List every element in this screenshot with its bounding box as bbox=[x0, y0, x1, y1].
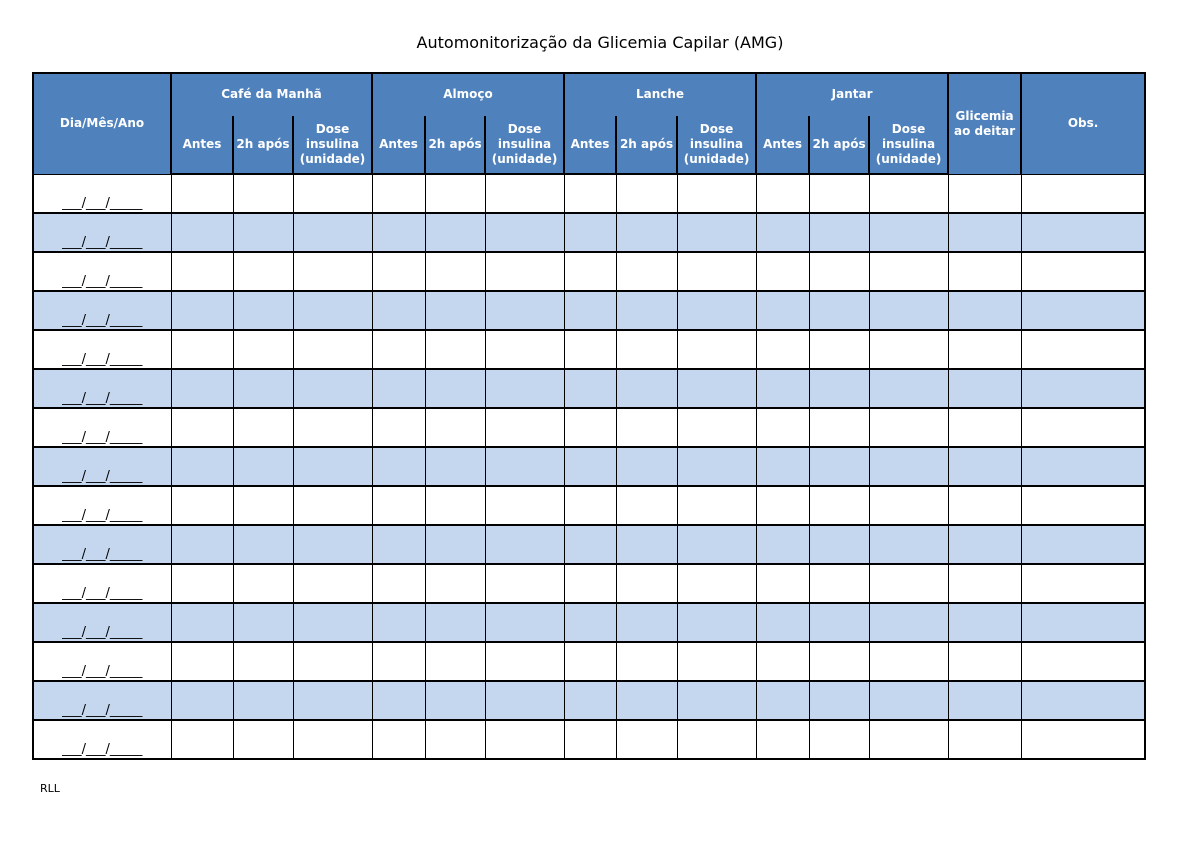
reading-cell[interactable] bbox=[809, 447, 869, 486]
bedtime-glucose-cell[interactable] bbox=[948, 564, 1021, 603]
reading-cell[interactable] bbox=[809, 291, 869, 330]
reading-cell[interactable] bbox=[564, 486, 616, 525]
reading-cell[interactable] bbox=[372, 369, 425, 408]
reading-cell[interactable] bbox=[372, 330, 425, 369]
date-cell[interactable]: ___/___/_____ bbox=[33, 681, 171, 720]
lunch-dose-insulina-header: Dose insulina (unidade) bbox=[485, 116, 564, 174]
lunch-2h-apos-header: 2h após bbox=[425, 116, 485, 174]
reading-cell[interactable] bbox=[425, 330, 485, 369]
obs-cell[interactable] bbox=[1021, 174, 1145, 213]
reading-cell[interactable] bbox=[233, 408, 293, 447]
table-row bbox=[33, 369, 1145, 408]
reading-cell[interactable] bbox=[293, 486, 372, 525]
reading-cell[interactable] bbox=[485, 720, 564, 759]
date-cell[interactable]: ___/___/_____ bbox=[33, 213, 171, 252]
reading-cell[interactable] bbox=[756, 213, 809, 252]
reading-cell[interactable] bbox=[564, 408, 616, 447]
reading-cell[interactable] bbox=[171, 213, 233, 252]
reading-cell[interactable] bbox=[293, 369, 372, 408]
reading-cell[interactable] bbox=[677, 564, 756, 603]
date-cell[interactable]: ___/___/_____ bbox=[33, 174, 171, 213]
reading-cell[interactable] bbox=[485, 408, 564, 447]
reading-cell[interactable] bbox=[425, 486, 485, 525]
reading-cell[interactable] bbox=[809, 603, 869, 642]
reading-cell[interactable] bbox=[293, 564, 372, 603]
reading-cell[interactable] bbox=[564, 291, 616, 330]
reading-cell[interactable] bbox=[616, 642, 677, 681]
reading-cell[interactable] bbox=[425, 174, 485, 213]
reading-cell[interactable] bbox=[485, 525, 564, 564]
reading-cell[interactable] bbox=[616, 252, 677, 291]
reading-cell[interactable] bbox=[293, 174, 372, 213]
reading-cell[interactable] bbox=[677, 447, 756, 486]
reading-cell[interactable] bbox=[233, 174, 293, 213]
reading-cell[interactable] bbox=[293, 408, 372, 447]
dinner-dose-insulina-header: Dose insulina (unidade) bbox=[869, 116, 948, 174]
reading-cell[interactable] bbox=[756, 369, 809, 408]
bedtime-glucose-cell[interactable] bbox=[948, 681, 1021, 720]
reading-cell[interactable] bbox=[677, 642, 756, 681]
reading-cell[interactable] bbox=[171, 369, 233, 408]
reading-cell[interactable] bbox=[171, 525, 233, 564]
table-row bbox=[33, 525, 1145, 564]
reading-cell[interactable] bbox=[677, 603, 756, 642]
reading-cell[interactable] bbox=[869, 252, 948, 291]
reading-cell[interactable] bbox=[372, 291, 425, 330]
table-row bbox=[33, 720, 1145, 759]
reading-cell[interactable] bbox=[869, 447, 948, 486]
reading-cell[interactable] bbox=[564, 564, 616, 603]
reading-cell[interactable] bbox=[809, 408, 869, 447]
reading-cell[interactable] bbox=[293, 642, 372, 681]
obs-cell[interactable] bbox=[1021, 213, 1145, 252]
date-cell[interactable]: ___/___/_____ bbox=[33, 252, 171, 291]
reading-cell[interactable] bbox=[425, 564, 485, 603]
date-cell[interactable]: ___/___/_____ bbox=[33, 291, 171, 330]
table-row bbox=[33, 486, 1145, 525]
reading-cell[interactable] bbox=[564, 252, 616, 291]
reading-cell[interactable] bbox=[425, 252, 485, 291]
obs-cell[interactable] bbox=[1021, 486, 1145, 525]
date-cell[interactable]: ___/___/_____ bbox=[33, 447, 171, 486]
date-cell[interactable]: ___/___/_____ bbox=[33, 642, 171, 681]
obs-cell[interactable] bbox=[1021, 330, 1145, 369]
reading-cell[interactable] bbox=[171, 447, 233, 486]
reading-cell[interactable] bbox=[171, 408, 233, 447]
reading-cell[interactable] bbox=[233, 525, 293, 564]
reading-cell[interactable] bbox=[869, 330, 948, 369]
bedtime-glucose-cell[interactable] bbox=[948, 603, 1021, 642]
date-cell[interactable]: ___/___/_____ bbox=[33, 486, 171, 525]
breakfast-2h-apos-header: 2h após bbox=[233, 116, 293, 174]
bedtime-glucose-cell[interactable] bbox=[948, 174, 1021, 213]
reading-cell[interactable] bbox=[293, 291, 372, 330]
reading-cell[interactable] bbox=[233, 681, 293, 720]
reading-cell[interactable] bbox=[869, 291, 948, 330]
reading-cell[interactable] bbox=[293, 681, 372, 720]
breakfast-dose-insulina-header: Dose insulina (unidade) bbox=[293, 116, 372, 174]
reading-cell[interactable] bbox=[869, 681, 948, 720]
reading-cell[interactable] bbox=[756, 564, 809, 603]
reading-cell[interactable] bbox=[616, 681, 677, 720]
reading-cell[interactable] bbox=[171, 330, 233, 369]
reading-cell[interactable] bbox=[869, 642, 948, 681]
reading-cell[interactable] bbox=[564, 213, 616, 252]
reading-cell[interactable] bbox=[756, 603, 809, 642]
reading-cell[interactable] bbox=[485, 174, 564, 213]
obs-cell[interactable] bbox=[1021, 681, 1145, 720]
reading-cell[interactable] bbox=[171, 603, 233, 642]
reading-cell[interactable] bbox=[372, 447, 425, 486]
reading-cell[interactable] bbox=[677, 525, 756, 564]
table-row bbox=[33, 681, 1145, 720]
date-cell[interactable]: ___/___/_____ bbox=[33, 603, 171, 642]
reading-cell[interactable] bbox=[616, 291, 677, 330]
obs-cell[interactable] bbox=[1021, 564, 1145, 603]
snack-dose-insulina-header: Dose insulina (unidade) bbox=[677, 116, 756, 174]
reading-cell[interactable] bbox=[756, 408, 809, 447]
reading-cell[interactable] bbox=[869, 720, 948, 759]
reading-cell[interactable] bbox=[425, 720, 485, 759]
reading-cell[interactable] bbox=[756, 252, 809, 291]
reading-cell[interactable] bbox=[372, 642, 425, 681]
bedtime-glucose-cell[interactable] bbox=[948, 291, 1021, 330]
reading-cell[interactable] bbox=[809, 369, 869, 408]
date-cell[interactable]: ___/___/_____ bbox=[33, 330, 171, 369]
reading-cell[interactable] bbox=[293, 213, 372, 252]
reading-cell[interactable] bbox=[372, 564, 425, 603]
reading-cell[interactable] bbox=[809, 681, 869, 720]
reading-cell[interactable] bbox=[233, 603, 293, 642]
reading-cell[interactable] bbox=[233, 330, 293, 369]
reading-cell[interactable] bbox=[809, 720, 869, 759]
reading-cell[interactable] bbox=[171, 681, 233, 720]
reading-cell[interactable] bbox=[756, 642, 809, 681]
reading-cell[interactable] bbox=[677, 369, 756, 408]
reading-cell[interactable] bbox=[171, 252, 233, 291]
reading-cell[interactable] bbox=[293, 525, 372, 564]
reading-cell[interactable] bbox=[171, 174, 233, 213]
table-row bbox=[33, 330, 1145, 369]
reading-cell[interactable] bbox=[372, 252, 425, 291]
reading-cell[interactable] bbox=[869, 369, 948, 408]
bedtime-glucose-cell[interactable] bbox=[948, 486, 1021, 525]
table-row bbox=[33, 174, 1145, 213]
reading-cell[interactable] bbox=[756, 330, 809, 369]
lunch-antes-header: Antes bbox=[372, 116, 425, 174]
reading-cell[interactable] bbox=[616, 330, 677, 369]
reading-cell[interactable] bbox=[616, 447, 677, 486]
reading-cell[interactable] bbox=[564, 174, 616, 213]
table-row bbox=[33, 213, 1145, 252]
reading-cell[interactable] bbox=[616, 603, 677, 642]
obs-cell[interactable] bbox=[1021, 369, 1145, 408]
bedtime-glucose-cell[interactable] bbox=[948, 720, 1021, 759]
reading-cell[interactable] bbox=[616, 525, 677, 564]
reading-cell[interactable] bbox=[756, 681, 809, 720]
reading-cell[interactable] bbox=[171, 642, 233, 681]
reading-cell[interactable] bbox=[425, 369, 485, 408]
table-row bbox=[33, 603, 1145, 642]
reading-cell[interactable] bbox=[869, 525, 948, 564]
reading-cell[interactable] bbox=[564, 720, 616, 759]
reading-cell[interactable] bbox=[372, 213, 425, 252]
reading-cell[interactable] bbox=[616, 720, 677, 759]
reading-cell[interactable] bbox=[485, 564, 564, 603]
date-header: Dia/Mês/Ano bbox=[33, 73, 171, 174]
reading-cell[interactable] bbox=[677, 330, 756, 369]
reading-cell[interactable] bbox=[869, 174, 948, 213]
table-row bbox=[33, 408, 1145, 447]
reading-cell[interactable] bbox=[677, 486, 756, 525]
bedtime-glucose-cell[interactable] bbox=[948, 642, 1021, 681]
breakfast-header: Café da Manhã bbox=[171, 73, 372, 116]
reading-cell[interactable] bbox=[869, 486, 948, 525]
reading-cell[interactable] bbox=[564, 525, 616, 564]
reading-cell[interactable] bbox=[372, 681, 425, 720]
reading-cell[interactable] bbox=[171, 720, 233, 759]
bedtime-glucose-header: Glicemia ao deitar bbox=[948, 73, 1021, 174]
reading-cell[interactable] bbox=[677, 720, 756, 759]
date-cell[interactable]: ___/___/_____ bbox=[33, 564, 171, 603]
bedtime-glucose-cell[interactable] bbox=[948, 369, 1021, 408]
reading-cell[interactable] bbox=[616, 408, 677, 447]
reading-cell[interactable] bbox=[425, 681, 485, 720]
reading-cell[interactable] bbox=[233, 642, 293, 681]
breakfast-antes-header: Antes bbox=[171, 116, 233, 174]
bedtime-glucose-cell[interactable] bbox=[948, 408, 1021, 447]
snack-antes-header: Antes bbox=[564, 116, 616, 174]
dinner-antes-header: Antes bbox=[756, 116, 809, 174]
reading-cell[interactable] bbox=[809, 252, 869, 291]
reading-cell[interactable] bbox=[233, 252, 293, 291]
reading-cell[interactable] bbox=[677, 408, 756, 447]
reading-cell[interactable] bbox=[564, 642, 616, 681]
reading-cell[interactable] bbox=[372, 408, 425, 447]
reading-cell[interactable] bbox=[809, 330, 869, 369]
obs-cell[interactable] bbox=[1021, 408, 1145, 447]
reading-cell[interactable] bbox=[372, 525, 425, 564]
reading-cell[interactable] bbox=[233, 486, 293, 525]
reading-cell[interactable] bbox=[809, 564, 869, 603]
bedtime-glucose-cell[interactable] bbox=[948, 330, 1021, 369]
footer-initials: RLL bbox=[40, 782, 60, 795]
reading-cell[interactable] bbox=[425, 291, 485, 330]
lunch-header: Almoço bbox=[372, 73, 564, 116]
date-cell[interactable]: ___/___/_____ bbox=[33, 720, 171, 759]
reading-cell[interactable] bbox=[677, 291, 756, 330]
reading-cell[interactable] bbox=[485, 642, 564, 681]
reading-cell[interactable] bbox=[564, 447, 616, 486]
reading-cell[interactable] bbox=[756, 447, 809, 486]
date-cell[interactable]: ___/___/_____ bbox=[33, 408, 171, 447]
reading-cell[interactable] bbox=[372, 603, 425, 642]
obs-cell[interactable] bbox=[1021, 720, 1145, 759]
obs-cell[interactable] bbox=[1021, 447, 1145, 486]
reading-cell[interactable] bbox=[485, 330, 564, 369]
reading-cell[interactable] bbox=[869, 603, 948, 642]
reading-cell[interactable] bbox=[564, 603, 616, 642]
reading-cell[interactable] bbox=[809, 213, 869, 252]
reading-cell[interactable] bbox=[809, 486, 869, 525]
reading-cell[interactable] bbox=[564, 330, 616, 369]
reading-cell[interactable] bbox=[485, 291, 564, 330]
reading-cell[interactable] bbox=[677, 213, 756, 252]
reading-cell[interactable] bbox=[293, 252, 372, 291]
reading-cell[interactable] bbox=[809, 642, 869, 681]
obs-cell[interactable] bbox=[1021, 252, 1145, 291]
reading-cell[interactable] bbox=[425, 525, 485, 564]
date-cell[interactable]: ___/___/_____ bbox=[33, 525, 171, 564]
bedtime-glucose-cell[interactable] bbox=[948, 213, 1021, 252]
reading-cell[interactable] bbox=[756, 525, 809, 564]
reading-cell[interactable] bbox=[233, 291, 293, 330]
reading-cell[interactable] bbox=[869, 408, 948, 447]
table-row bbox=[33, 252, 1145, 291]
reading-cell[interactable] bbox=[293, 720, 372, 759]
table-row bbox=[33, 447, 1145, 486]
reading-cell[interactable] bbox=[485, 369, 564, 408]
reading-cell[interactable] bbox=[677, 174, 756, 213]
reading-cell[interactable] bbox=[485, 252, 564, 291]
reading-cell[interactable] bbox=[233, 720, 293, 759]
reading-cell[interactable] bbox=[293, 603, 372, 642]
table-row bbox=[33, 564, 1145, 603]
obs-cell[interactable] bbox=[1021, 603, 1145, 642]
bedtime-glucose-cell[interactable] bbox=[948, 525, 1021, 564]
reading-cell[interactable] bbox=[425, 642, 485, 681]
reading-cell[interactable] bbox=[677, 252, 756, 291]
reading-cell[interactable] bbox=[756, 720, 809, 759]
date-cell[interactable]: ___/___/_____ bbox=[33, 369, 171, 408]
reading-cell[interactable] bbox=[677, 681, 756, 720]
reading-cell[interactable] bbox=[171, 564, 233, 603]
reading-cell[interactable] bbox=[616, 564, 677, 603]
reading-cell[interactable] bbox=[756, 291, 809, 330]
reading-cell[interactable] bbox=[372, 720, 425, 759]
reading-cell[interactable] bbox=[372, 174, 425, 213]
reading-cell[interactable] bbox=[616, 174, 677, 213]
obs-cell[interactable] bbox=[1021, 642, 1145, 681]
reading-cell[interactable] bbox=[564, 369, 616, 408]
reading-cell[interactable] bbox=[485, 213, 564, 252]
reading-cell[interactable] bbox=[233, 213, 293, 252]
obs-cell[interactable] bbox=[1021, 291, 1145, 330]
reading-cell[interactable] bbox=[372, 486, 425, 525]
reading-cell[interactable] bbox=[564, 681, 616, 720]
glucose-log-table bbox=[32, 72, 1146, 760]
reading-cell[interactable] bbox=[756, 174, 809, 213]
obs-cell[interactable] bbox=[1021, 525, 1145, 564]
reading-cell[interactable] bbox=[809, 525, 869, 564]
reading-cell[interactable] bbox=[616, 213, 677, 252]
reading-cell[interactable] bbox=[616, 486, 677, 525]
dinner-header: Jantar bbox=[756, 73, 948, 116]
reading-cell[interactable] bbox=[616, 369, 677, 408]
reading-cell[interactable] bbox=[293, 447, 372, 486]
reading-cell[interactable] bbox=[756, 486, 809, 525]
reading-cell[interactable] bbox=[869, 213, 948, 252]
reading-cell[interactable] bbox=[485, 447, 564, 486]
bedtime-glucose-cell[interactable] bbox=[948, 447, 1021, 486]
reading-cell[interactable] bbox=[485, 603, 564, 642]
bedtime-glucose-cell[interactable] bbox=[948, 252, 1021, 291]
page-title: Automonitorização da Glicemia Capilar (AMG) bbox=[416, 33, 784, 52]
reading-cell[interactable] bbox=[485, 486, 564, 525]
reading-cell[interactable] bbox=[485, 681, 564, 720]
reading-cell[interactable] bbox=[233, 447, 293, 486]
table-row bbox=[33, 291, 1145, 330]
reading-cell[interactable] bbox=[293, 330, 372, 369]
reading-cell[interactable] bbox=[233, 564, 293, 603]
reading-cell[interactable] bbox=[425, 447, 485, 486]
snack-2h-apos-header: 2h após bbox=[616, 116, 677, 174]
reading-cell[interactable] bbox=[233, 369, 293, 408]
reading-cell[interactable] bbox=[171, 486, 233, 525]
reading-cell[interactable] bbox=[809, 174, 869, 213]
snack-header: Lanche bbox=[564, 73, 756, 116]
reading-cell[interactable] bbox=[869, 564, 948, 603]
obs-header: Obs. bbox=[1021, 73, 1145, 174]
dinner-2h-apos-header: 2h após bbox=[809, 116, 869, 174]
reading-cell[interactable] bbox=[425, 408, 485, 447]
reading-cell[interactable] bbox=[425, 603, 485, 642]
table-row bbox=[33, 642, 1145, 681]
reading-cell[interactable] bbox=[171, 291, 233, 330]
reading-cell[interactable] bbox=[425, 213, 485, 252]
